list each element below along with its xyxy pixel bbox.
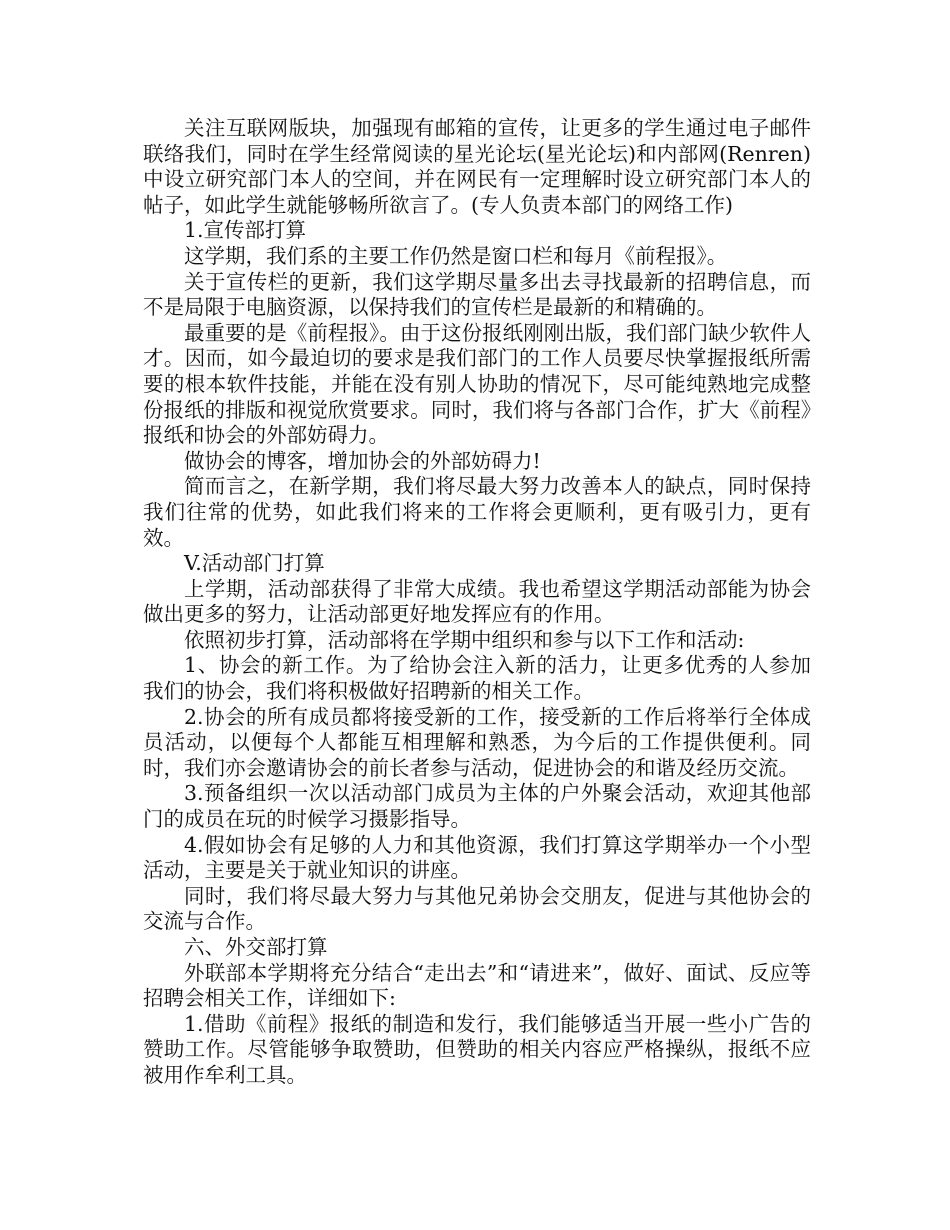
list-item-sponsorship: 1.借助《前程》报纸的制造和发行，我们能够适当开展一些小广告的赞助工作。尽管能够争取赞助，但赞助的相关内容应严格操纵，报纸不应被用作牟利工具。 <box>143 1011 811 1087</box>
paragraph-blog: 做协会的博客，增加协会的外部妨碍力! <box>184 448 541 473</box>
paragraph-summary: 简而言之，在新学期，我们将尽最大努力改善本人的缺点，同时保持我们往常的优势，如此我们将来的工作将会更顺利，更有吸引力，更有效。 <box>143 474 811 550</box>
paragraph-newspaper: 最重要的是《前程报》。由于这份报纸刚刚出版，我们部门缺少软件人才。因而，如今最迫切的要求是我们部门的工作人员要尽快掌握报纸所需要的根本软件技能，并能在没有别人协助的情况下，尽可能纯熟地完成整份报纸的排版和视觉欣赏要求。同时，我们将与各部门合作，扩大《前程》报纸和协会的外部妨碍力。 <box>143 320 811 448</box>
list-item-outdoor-party: 3.预备组织一次以活动部门成员为主体的户外聚会活动，欢迎其他部门的成员在玩的时候学习摄影指导。 <box>143 781 811 832</box>
paragraph-internet-section: 关注互联网版块，加强现有邮箱的宣传，让更多的学生通过电子邮件联络我们，同时在学生经常阅读的星光论坛(星光论坛)和内部网(Renren)中设立研究部门本人的空间，并在网民有一定理解时设立研究部门本人的帖子，如此学生就能够畅所欲言了。(专人负责本部门的网络工作) <box>143 116 811 217</box>
paragraph-bulletin-update: 关于宣传栏的更新，我们这学期尽量多出去寻找最新的招聘信息，而不是局限于电脑资源，以保持我们的宣传栏是最新的和精确的。 <box>143 269 811 320</box>
list-item-lecture: 4.假如协会有足够的人力和其他资源，我们打算这学期举办一个小型活动，主要是关于就业知识的讲座。 <box>143 832 811 883</box>
list-item-new-work: 1、协会的新工作。为了给协会注入新的活力，让更多优秀的人参加我们的协会，我们将积极做好招聘新的相关工作。 <box>143 653 811 704</box>
document-body <box>143 116 811 1089</box>
paragraph-external-intro: 外联部本学期将充分结合“走出去”和“请进来”，做好、面试、反应等招聘会相关工作，详细如下: <box>143 960 811 1011</box>
paragraph-preliminary-plan: 依照初步打算，活动部将在学期中组织和参与以下工作和活动: <box>184 627 745 652</box>
heading-activity-plan: V.活动部门打算 <box>184 551 325 576</box>
heading-publicity-plan: 1.宣传部打算 <box>184 218 307 243</box>
paragraph-cooperation: 同时，我们将尽最大努力与其他兄弟协会交朋友，促进与其他协会的交流与合作。 <box>143 883 811 934</box>
list-item-member-activity: 2.协会的所有成员都将接受新的工作，接受新的工作后将举行全体成员活动，以便每个人都能互相理解和熟悉，为今后的工作提供便利。同时，我们亦会邀请协会的前长者参与活动，促进协会的和谐及经历交流。 <box>143 704 811 780</box>
heading-external-plan: 六、外交部打算 <box>184 935 328 959</box>
paragraph-main-work: 这学期，我们系的主要工作仍然是窗口栏和每月《前程报》。 <box>184 243 728 268</box>
paragraph-last-semester: 上学期，活动部获得了非常大成绩。我也希望这学期活动部能为协会做出更多的努力，让活动部更好地发挥应有的作用。 <box>143 576 811 627</box>
